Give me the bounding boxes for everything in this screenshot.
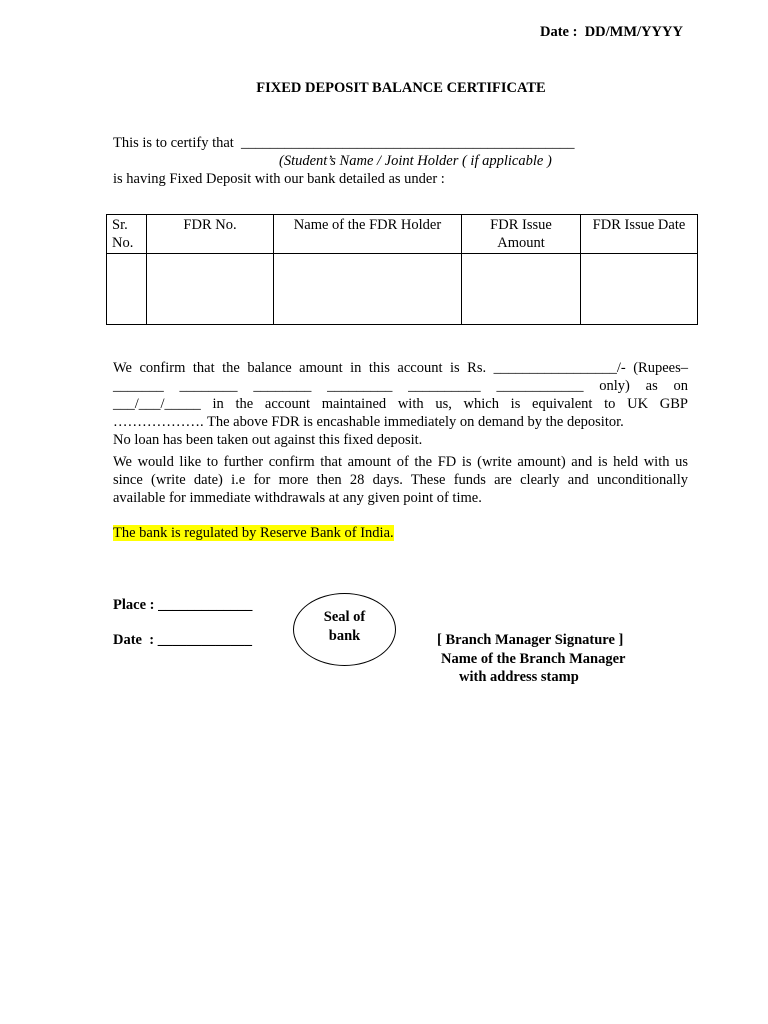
header-sr-no — [107, 215, 147, 254]
regulated-text: The bank is regulated by Reserve Bank of India. — [113, 525, 394, 541]
header-fdr-holder-name-label: Name of the FDR Holder — [293, 217, 442, 233]
header-fdr-issue-date — [581, 215, 698, 254]
confirm-para2-line-3: available for immediate withdrawals at any given point of time. — [113, 490, 482, 506]
header-fdr-issue-date-label: FDR Issue Date — [592, 217, 686, 233]
header-fdr-no — [147, 215, 274, 254]
confirm-line-2: _______ ________ ________ _________ __________ ____________ only) as on — [113, 378, 688, 394]
header-fdr-no-label: FDR No. — [183, 217, 237, 233]
certify-line: This is to certify that ______________________________________________ — [113, 135, 575, 151]
document-title: FIXED DEPOSIT BALANCE CERTIFICATE — [256, 80, 546, 96]
date-field: Date : _____________ — [113, 632, 252, 648]
student-name-note: (Student’s Name / Joint Holder ( if applicable ) — [279, 153, 552, 169]
branch-manager-signature: [ Branch Manager Signature ] — [437, 632, 624, 648]
branch-manager-name: Name of the Branch Manager — [441, 651, 626, 667]
confirm-line-4: ………………. The above FDR is encashable immediately on demand by the depositor. — [113, 414, 624, 430]
address-stamp: with address stamp — [459, 669, 579, 685]
fdr-table-empty-row — [107, 254, 698, 325]
place-field: Place : _____________ — [113, 597, 253, 613]
confirm-line-3: ___/___/_____ in the account maintained with us, which is equivalent to UK GBP — [113, 396, 688, 412]
header-fdr-issue-amount — [462, 215, 581, 254]
confirm-para2-line-1: We would like to further confirm that amount of the FD is (write amount) and is held with us — [113, 454, 688, 470]
regulated-statement — [113, 525, 394, 542]
cell-fdr-holder-name — [274, 254, 462, 325]
header-date: Date : DD/MM/YYYY — [540, 24, 683, 40]
header-fdr-issue-amount-line2: Amount — [497, 235, 545, 251]
fdr-table-header-row — [107, 215, 698, 254]
cell-fdr-issue-date — [581, 254, 698, 325]
fdr-table — [106, 214, 698, 325]
confirm-line-1: We confirm that the balance amount in this account is Rs. _________________/- (Rupees– — [113, 360, 688, 376]
seal-line-1: Seal of — [323, 609, 366, 625]
cell-sr-no — [107, 254, 147, 325]
no-loan-statement: No loan has been taken out against this fixed deposit. — [113, 432, 423, 448]
cell-fdr-no — [147, 254, 274, 325]
header-sr-no-line1: Sr. — [112, 217, 128, 233]
header-sr-no-line2: No. — [112, 235, 134, 251]
header-fdr-holder-name — [274, 215, 462, 254]
fixed-deposit-intro: is having Fixed Deposit with our bank detailed as under : — [113, 171, 445, 187]
seal-line-2: bank — [328, 628, 361, 644]
bank-seal — [293, 593, 396, 666]
confirm-para2-line-2: since (write date) i.e for more then 28 days. These funds are clearly and unconditionally — [113, 472, 688, 488]
header-fdr-issue-amount-line1: FDR Issue — [490, 217, 552, 233]
cell-fdr-issue-amount — [462, 254, 581, 325]
